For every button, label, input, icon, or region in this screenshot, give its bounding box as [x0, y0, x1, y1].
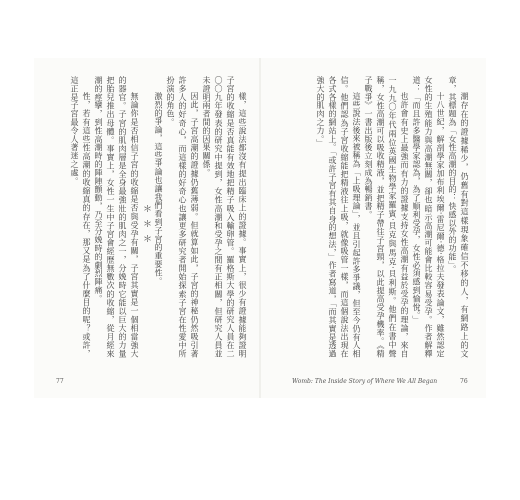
paragraph: 這些說法後來被稱為「上吸理論」，並且引起許多爭議，但至今仍有人相信。他們認為子宮收縮能把精液往上吸，就像吸管一樣，而這個說法出現在各式各樣的網站上。「或許子宮有其自身的想法，」作者寫道，「而其實是透過強大的肌肉之力。」: [316, 76, 361, 358]
right-page-number: 76: [460, 378, 468, 385]
left-page-text: [52, 76, 248, 358]
paragraph: 無論你是否相信子宮的收縮是否與受孕有關，子宮其實是一個相當強大的器官。子宮的肌肉層是全身最強壯的肌肉之一，分娩時它能以巨大的力量把胎兒推出母體。事實上，女性一生中子宮會經歷無數次的收縮，從月經來潮的痙攣，到性高潮時的陣陣顫動，乃至分娩時的劇烈陣痛。: [94, 76, 139, 358]
paragraph: 十八世紀，解剖學家加布利埃爾·雷尼爾·德·格拉夫發表論文，雖然認定女性的生殖能力與高潮無關，卻也暗示高潮可能會比較容易受孕。作者解釋道：「而且許多醫學家認為，為了順利受孕，女性必須感到愉悅。」: [412, 76, 445, 358]
right-page-text: [274, 76, 470, 358]
paragraph: 激烈的爭論，這些爭論也讓我們看到子宮的重要性。: [154, 92, 163, 286]
left-page-number: 77: [56, 378, 64, 385]
paragraph: 也許會有史上最強而有力的證據支持女性高潮有益於受孕的理論，來自一九九〇年代兩位英國生物學家羅賓·貝克與馬克·貝利斯。他們在書中聲稱，女性高潮可以吸收精液，並把精子帶往子宮頸，以此提高受孕機率。《精子戰爭》一書出版後立刻成為暢銷書。: [364, 76, 409, 358]
book-spread: [34, 58, 486, 398]
paragraph: 因此，子宮高潮的證據仍舊薄弱。但就算如此，子宮的神秘仍然吸引著許多人的好奇心，而這樣的好奇心也讓更多研究者開始探索子宮在性愛中所扮演的角色。: [166, 76, 199, 358]
paragraph: 性，若有這些性高潮的收縮真的存在，那又是為了什麼目的呢？或許，這正是子宮最令人著迷之處。: [70, 76, 91, 358]
paragraph: 潮存在的證據稀少，仍舊有對這樣現象確信不移的人，有網路上的文章，其標題為「女性高潮的目的：快感以外的功能」。: [448, 76, 469, 358]
left-page: [34, 58, 260, 398]
right-page: [260, 58, 486, 398]
running-title: Womb: The Inside Story of Where We All Began: [292, 378, 438, 385]
paragraph: 樣，這些說法都沒有提出臨床上的證據。事實上，很少有證據能夠證明子宮的收縮是否真能有效地把精子吸入輸卵管。羅格斯大學的研究人員在二〇〇九年發表的研究中提到，女性高潮和受孕之間有正相關，但研究人員並未證明兩者間的因果關係。: [202, 76, 247, 358]
section-break-stars: ＊＊＊: [141, 203, 151, 249]
